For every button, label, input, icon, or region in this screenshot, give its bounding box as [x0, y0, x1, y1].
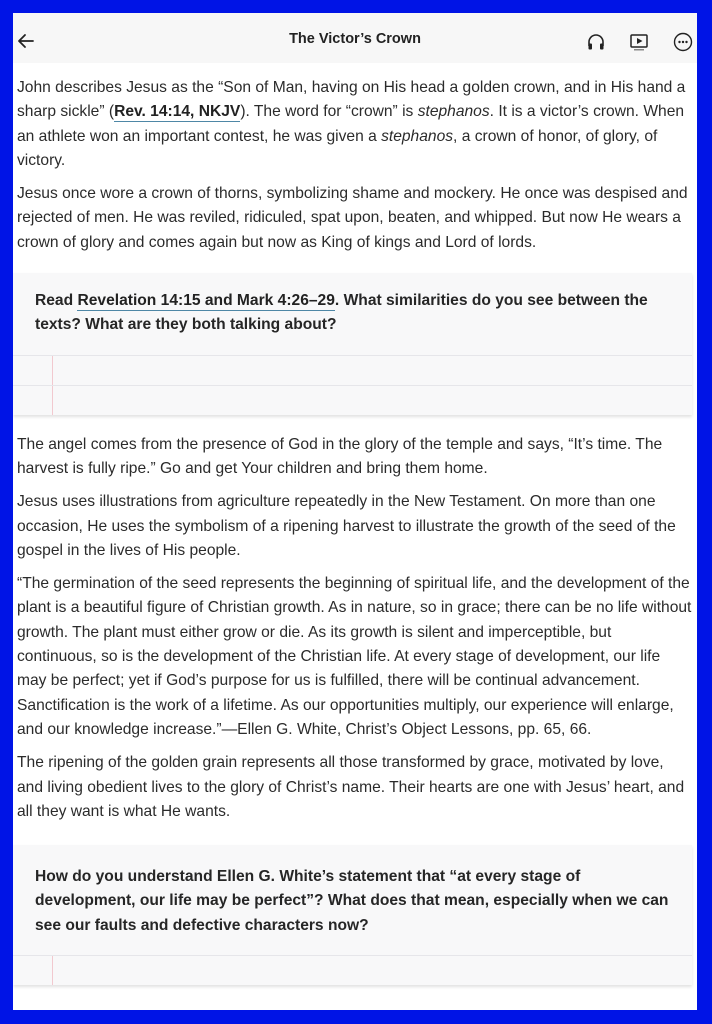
question-text — [13, 273, 692, 355]
text: ). The word for “crown” is — [240, 103, 418, 121]
headphones-icon[interactable] — [585, 31, 607, 53]
scripture-link[interactable]: Rev. 14:14, NKJV — [114, 103, 241, 121]
paragraph: The angel comes from the presence of God in the glory of the temple and says, “It’s time. The harvest is fully ripe.” Go and get Your children and bring them home. — [17, 435, 663, 477]
text: . It is a victor’s crown. When an athlete won an important contest, he was given a — [17, 103, 685, 145]
more-options-icon[interactable] — [672, 31, 694, 53]
answer-field[interactable] — [13, 955, 692, 985]
paragraph: The ripening of the golden grain represents all those transformed by grace, motivated by love, and living obedient lives to the glory of Christ’s name. Their hearts are one with Jesus’ heart, and all they want is what He wants. — [17, 754, 685, 820]
scripture-link[interactable]: Revelation 14:15 and Mark 4:26–29 — [77, 292, 335, 310]
paragraph: Jesus uses illustrations from agriculture repeatedly in the New Testament. On more than one occasion, He uses the symbolism of a ripening harvest to illustrate the growth of the seed of the gospel in the lives of His people. — [17, 493, 676, 559]
text: Read — [35, 292, 78, 310]
page-title: The Victor’s Crown — [289, 31, 421, 47]
answer-line[interactable] — [13, 955, 692, 985]
text: , a crown of honor, of glory, of victory. — [17, 127, 658, 169]
lesson-content — [13, 76, 697, 985]
paragraph — [17, 76, 693, 173]
question-box — [13, 845, 692, 985]
video-play-icon[interactable] — [628, 31, 650, 53]
top-bar — [13, 17, 697, 63]
app-screen — [13, 13, 697, 1010]
italic-term: stephanos — [381, 127, 454, 145]
text: John describes Jesus as the “Son of Man, having on His head a golden crown, and in His hand a sharp sickle” ( — [17, 79, 686, 121]
paragraph: Jesus once wore a crown of thorns, symbolizing shame and mockery. He once was despised and rejected of men. He was reviled, ridiculed, spat upon, beaten, and whipped. But now He wears a crown of glory and comes again but now as King of kings and Lord of lords. — [17, 185, 688, 251]
answer-field[interactable] — [13, 355, 692, 415]
italic-term: stephanos — [417, 103, 490, 121]
question-box — [13, 273, 692, 415]
answer-line[interactable] — [13, 385, 692, 415]
answer-line[interactable] — [13, 355, 692, 385]
text: . What similarities do you see between the texts? What are they both talking about? — [35, 292, 648, 334]
question-text: How do you understand Ellen G. White’s statement that “at every stage of development, our life may be perfect”? What does that mean, especially when we can see our faults and defective characters now? — [35, 868, 669, 934]
paragraph: “The germination of the seed represents the beginning of spiritual life, and the development of the plant is a beautiful figure of Christian growth. As in nature, so in grace; there can be no life without growth. The plant must either grow or die. As its growth is silent and imperceptible, but continuous, so is the development of the Christian life. At every stage of development, our life may be perfect; yet if God’s purpose for us is fulfilled, there will be continual advancement. Sanctification is the work of a lifetime. As our opportunities multiply, our experience will enlarge, and our knowledge increase.”—Ellen G. White, Christ’s Object Lessons, pp. 65, 66. — [17, 575, 692, 738]
